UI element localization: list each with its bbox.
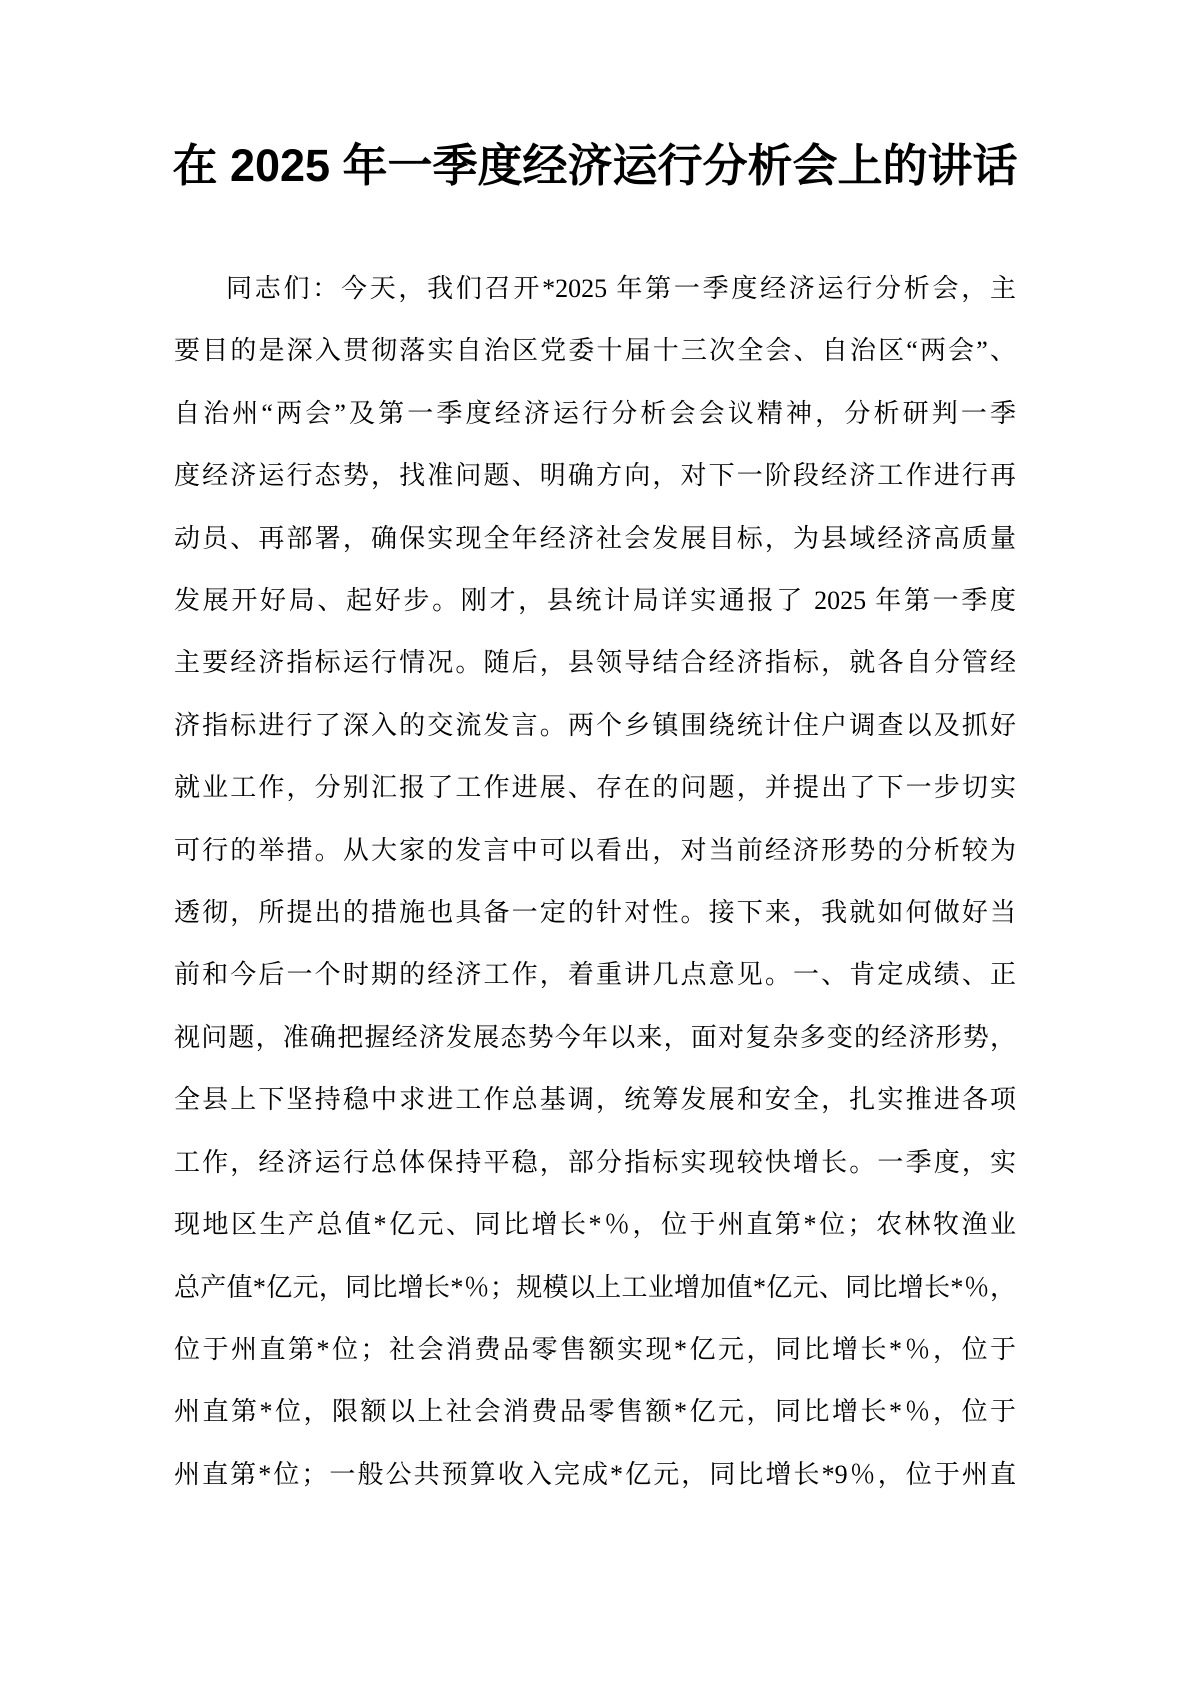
body-line: 同志们：今天，我们召开*2025 年第一季度经济运行分析会，主 xyxy=(226,274,1016,303)
body-line: 自治州“两会”及第一季度经济运行分析会会议精神，分析研判一季 xyxy=(174,398,1016,428)
body-line: 工作，经济运行总体保持平稳，部分指标实现较快增长。一季度，实 xyxy=(174,1147,1016,1177)
body-line: 总产值*亿元，同比增长*％；规模以上工业增加值*亿元、同比增长*％， xyxy=(174,1272,1016,1302)
body-line: 视问题，准确把握经济发展态势今年以来，面对复杂多变的经济形势， xyxy=(174,1022,1016,1052)
document-body xyxy=(174,258,1016,1506)
body-line: 全县上下坚持稳中求进工作总基调，统筹发展和安全，扎实推进各项 xyxy=(174,1085,1016,1115)
body-line: 发展开好局、起好步。刚才，县统计局详实通报了 2025 年第一季度 xyxy=(174,586,1016,616)
body-line: 前和今后一个时期的经济工作，着重讲几点意见。一、肯定成绩、正 xyxy=(174,960,1016,990)
body-line: 要目的是深入贯彻落实自治区党委十届十三次全会、自治区“两会”、 xyxy=(174,336,1016,366)
body-line: 动员、再部署，确保实现全年经济社会发展目标，为县域经济高质量 xyxy=(174,523,1016,553)
body-line: 主要经济指标运行情况。随后，县领导结合经济指标，就各自分管经 xyxy=(174,648,1016,678)
body-line: 就业工作，分别汇报了工作进展、存在的问题，并提出了下一步切实 xyxy=(174,773,1016,803)
body-line: 透彻，所提出的措施也具备一定的针对性。接下来，我就如何做好当 xyxy=(174,898,1016,928)
body-line: 度经济运行态势，找准问题、明确方向，对下一阶段经济工作进行再 xyxy=(174,461,1016,491)
page-title: 在 2025 年一季度经济运行分析会上的讲话 xyxy=(172,140,1018,191)
body-line: 州直第*位，限额以上社会消费品零售额*亿元，同比增长*％，位于 xyxy=(174,1397,1016,1427)
body-line: 现地区生产总值*亿元、同比增长*％，位于州直第*位；农林牧渔业 xyxy=(174,1210,1016,1240)
body-line: 可行的举措。从大家的发言中可以看出，对当前经济形势的分析较为 xyxy=(174,835,1016,865)
body-line: 济指标进行了深入的交流发言。两个乡镇围绕统计住户调查以及抓好 xyxy=(174,710,1016,740)
body-line: 州直第*位；一般公共预算收入完成*亿元，同比增长*9％，位于州直 xyxy=(174,1459,1016,1489)
body-line: 位于州直第*位；社会消费品零售额实现*亿元，同比增长*％，位于 xyxy=(174,1334,1016,1364)
